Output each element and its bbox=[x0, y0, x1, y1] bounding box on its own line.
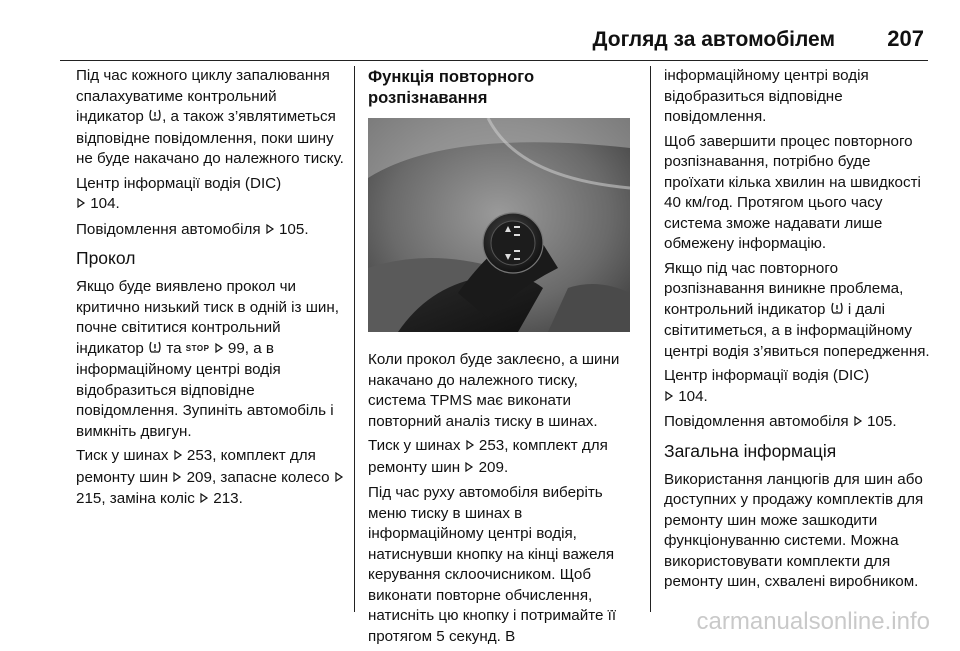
column-middle bbox=[368, 66, 636, 651]
page-reference-icon bbox=[334, 469, 344, 490]
page-number: 207 bbox=[887, 26, 924, 51]
paragraph: Повідомлення автомобіля 105. bbox=[664, 412, 932, 434]
column-divider bbox=[354, 66, 355, 612]
tire-pressure-warning-icon bbox=[148, 108, 162, 129]
header-rule bbox=[60, 60, 928, 61]
paragraph: Центр інформації водія (DIC) 104. bbox=[76, 174, 346, 216]
page-reference-icon bbox=[465, 437, 475, 458]
paragraph: Центр інформації водія (DIC) 104. bbox=[664, 366, 932, 408]
paragraph: інформаційному центрі водія відобразиться відповідне повідомлення. bbox=[664, 67, 869, 125]
section-heading-relearn: Функція повторного розпізнавання bbox=[368, 67, 535, 107]
paragraph: Використання ланцюгів для шин або доступних у продажу комплектів для ремонту шин може зашкодити функціонуванню системи. Можна використовувати комплекти для ремонту шин, схвалені виробником. bbox=[664, 470, 924, 590]
paragraph: Під час руху автомобіля виберіть меню тиску в шинах в інформаційному центрі водія, натиснувши кнопку на кінці важеля керування склоочисником. Щоб виконати повторне обчислення, натисніть цю кнопку і потримайте її протягом 5 секунд. В bbox=[368, 484, 617, 645]
page-reference-icon bbox=[265, 221, 275, 242]
watermark: carmanualsonline.info bbox=[696, 608, 930, 635]
page-reference-icon bbox=[173, 447, 183, 468]
paragraph: Коли прокол буде заклеєно, а шини накачано до належного тиску, система TPMS має виконати повторний аналіз тиску в шинах. bbox=[368, 351, 620, 430]
page-header bbox=[0, 20, 960, 60]
page-reference-icon bbox=[199, 490, 209, 511]
paragraph: Щоб завершити процес повторного розпізнавання, потрібно буде проїхати кілька хвилин на швидкості 40 км/год. Протягом цього часу система зможе надавати лише обмежену інформацію. bbox=[664, 132, 921, 252]
page-reference-icon bbox=[76, 195, 86, 216]
page-title: Догляд за автомобілем bbox=[592, 28, 835, 51]
paragraph: Повідомлення автомобіля 105. bbox=[76, 220, 346, 242]
page-reference-icon bbox=[214, 340, 224, 361]
section-heading-general-info: Загальна інформація bbox=[664, 440, 837, 461]
paragraph: Якщо буде виявлено прокол чи критично низький тиск в одній із шин, почне світитися контрольний індикатор та STOP 99, а в інформаційному центрі водія відобразиться відповідне повідомлення. Зупиніть автомобіль і вимкніть двигун. bbox=[76, 278, 340, 440]
page-reference-icon bbox=[172, 469, 182, 490]
section-heading-prokol: Прокол bbox=[76, 248, 136, 268]
page-reference-icon bbox=[464, 459, 474, 480]
tire-pressure-warning-icon bbox=[830, 301, 844, 322]
column-left bbox=[76, 66, 346, 515]
stop-warning-icon: STOP bbox=[185, 343, 210, 353]
paragraph: Тиск у шинах 253, комплект для ремонту шин 209. bbox=[368, 436, 636, 479]
page-reference-icon bbox=[664, 388, 674, 409]
column-divider bbox=[650, 66, 651, 612]
paragraph: Тиск у шинах 253, комплект для ремонту шин 209, запасне колесо 215, заміна коліс 213. bbox=[76, 446, 346, 511]
paragraph: Під час кожного циклу запалювання спалахуватиме контрольний індикатор , а також з’являтиметься відповідне повідомлення, поки шину не буде накачано до належного тиску. bbox=[76, 67, 344, 167]
paragraph: Якщо під час повторного розпізнавання виникне проблема, контрольний індикатор і далі світитиметься, а в інформаційному центрі водія з’явиться попередження. bbox=[664, 259, 930, 360]
tire-pressure-warning-icon bbox=[148, 340, 162, 361]
column-right bbox=[664, 66, 932, 597]
wiper-lever-button-illustration bbox=[368, 118, 630, 332]
page-reference-icon bbox=[853, 413, 863, 434]
